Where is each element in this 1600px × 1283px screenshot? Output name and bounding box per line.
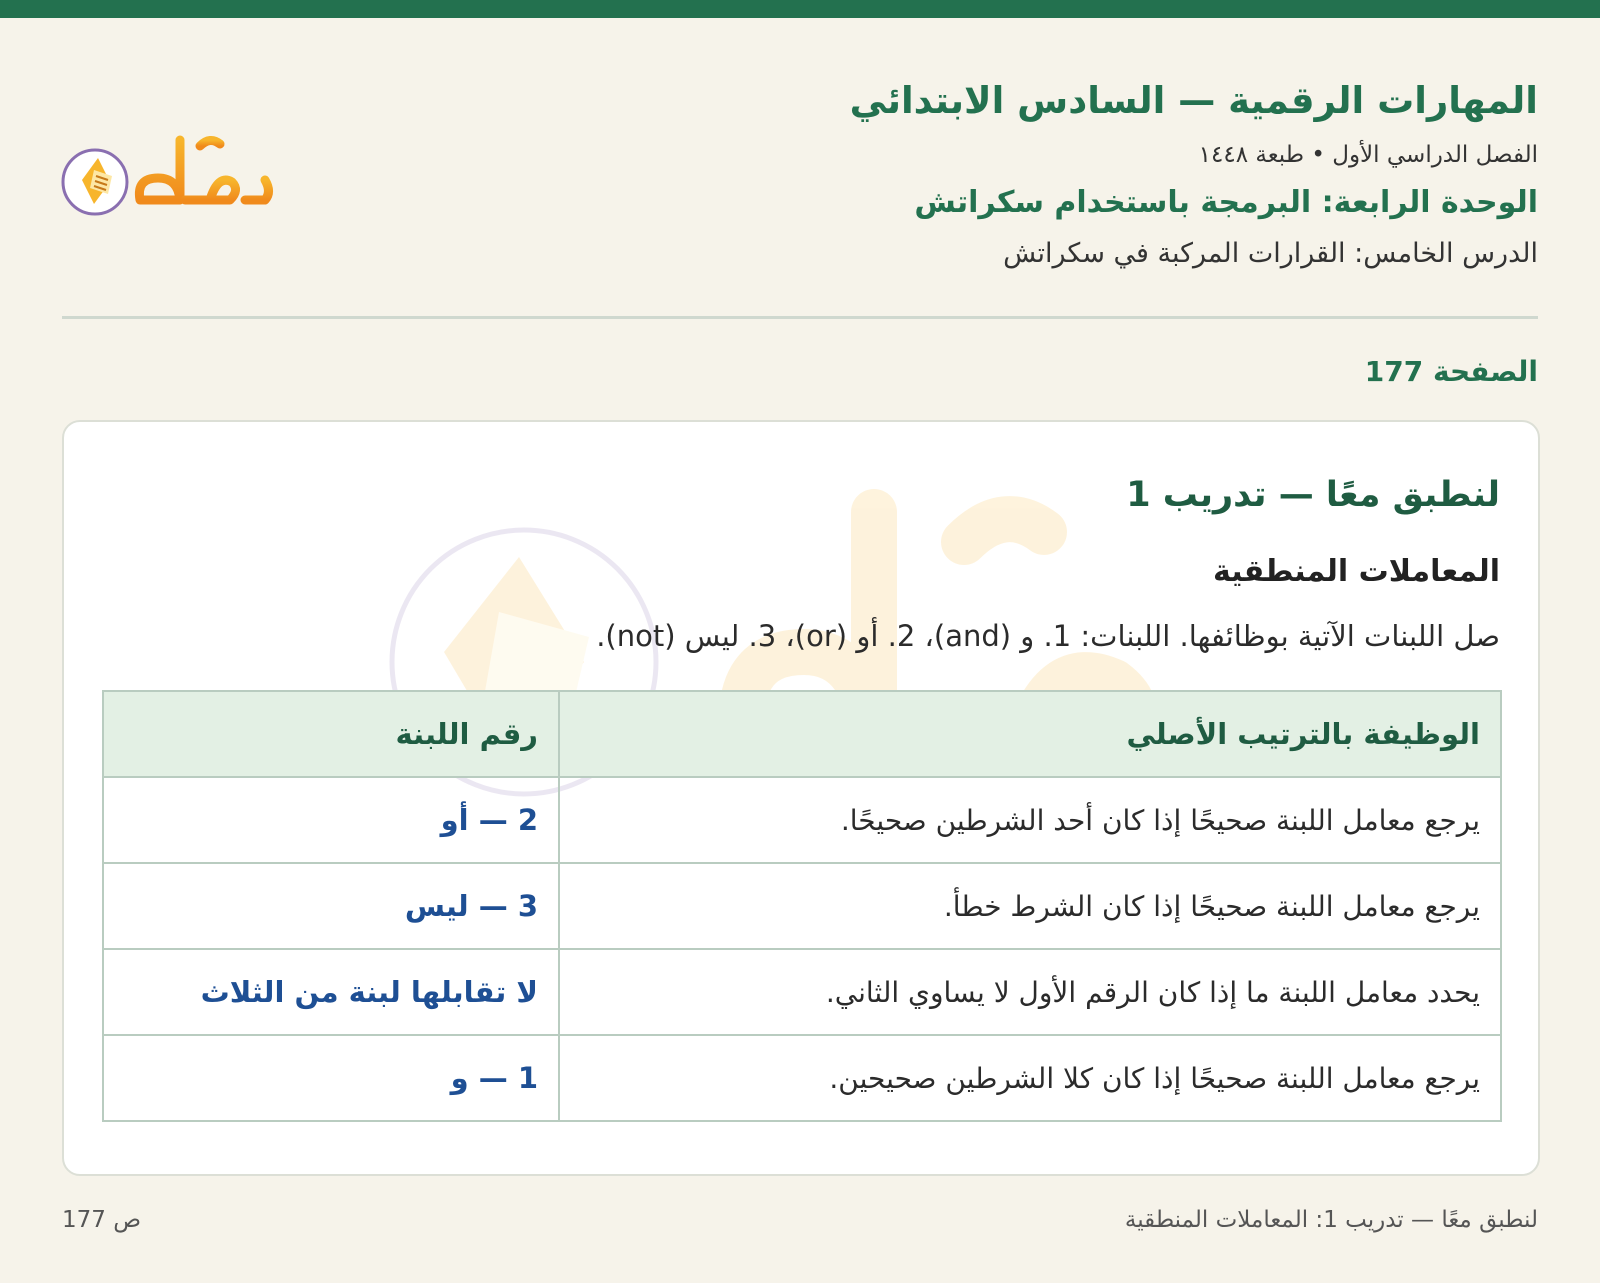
header-block-number: رقم اللبنة [103,691,559,777]
exercise-card [62,420,1540,1176]
page-header [538,70,1538,278]
matching-table [102,690,1502,1122]
exercise-subtitle: المعاملات المنطقية [1213,554,1500,589]
table-row [103,863,1501,949]
footer-page-number: ص 177 [62,1207,142,1233]
hulul-logo-graphic [60,130,280,226]
table-row [103,949,1501,1035]
unit-title: الوحدة الرابعة: البرمجة باستخدام سكراتش [914,185,1538,220]
answer-cell: 1 — و [103,1035,559,1121]
lesson-title: الدرس الخامس: القرارات المركبة في سكراتش [1003,238,1538,269]
hulul-logo [60,130,280,226]
function-cell: يرجع معامل اللبنة صحيحًا إذا كان كلا الشرطين صحيحين. [559,1035,1501,1121]
exercise-title: لنطبق معًا — تدريب 1 [1126,475,1500,515]
table-header-row [103,691,1501,777]
table-row [103,777,1501,863]
page-number-label: الصفحة 177 [1364,355,1538,388]
answer-cell: 3 — ليس [103,863,559,949]
answer-cell: لا تقابلها لبنة من الثلاث [103,949,559,1035]
answer-cell: 2 — أو [103,777,559,863]
exercise-instruction: صل اللبنات الآتية بوظائفها. اللبنات: 1. و (and)، 2. أو (or)، 3. ليس (not). [596,619,1500,653]
function-cell: يرجع معامل اللبنة صحيحًا إذا كان أحد الشرطين صحيحًا. [559,777,1501,863]
semester-edition: الفصل الدراسي الأول • طبعة ١٤٤٨ [1198,142,1538,168]
header-divider [62,316,1538,319]
function-cell: يحدد معامل اللبنة ما إذا كان الرقم الأول لا يساوي الثاني. [559,949,1501,1035]
function-cell: يرجع معامل اللبنة صحيحًا إذا كان الشرط خطأ. [559,863,1501,949]
footer-caption: لنطبق معًا — تدريب 1: المعاملات المنطقية [1124,1207,1538,1233]
table-row [103,1035,1501,1121]
header-function: الوظيفة بالترتيب الأصلي [559,691,1501,777]
top-accent-bar [0,0,1600,18]
book-title: المهارات الرقمية — السادس الابتدائي [849,79,1538,122]
